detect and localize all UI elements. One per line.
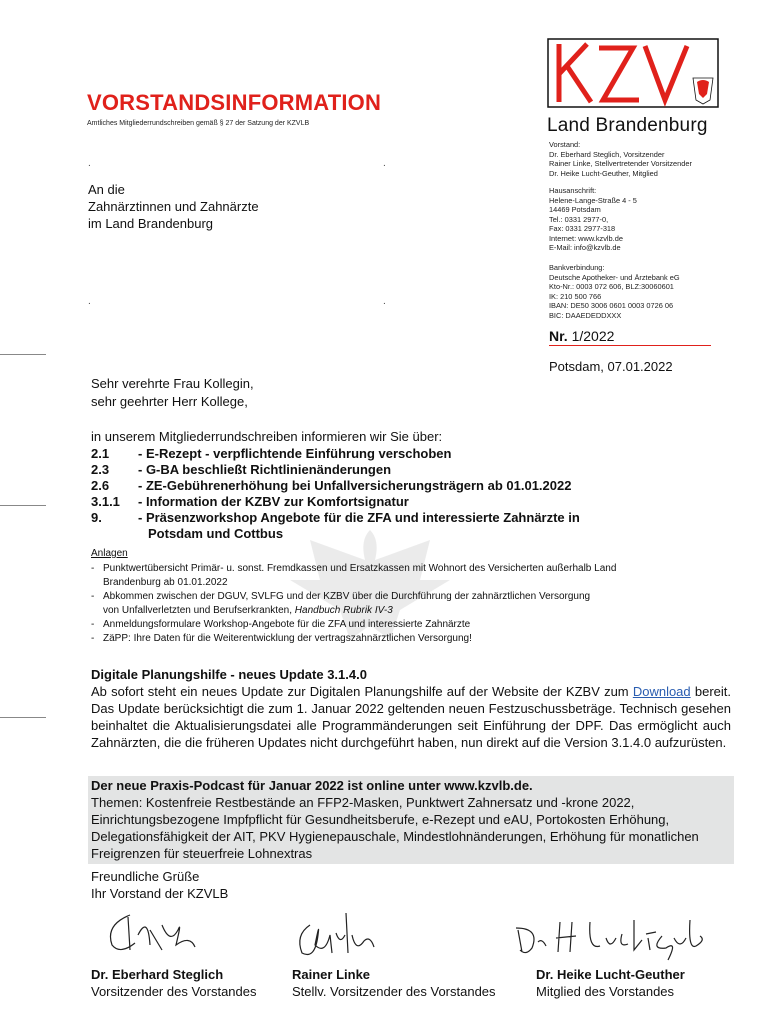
digital-text <box>91 683 731 751</box>
house-line: 14469 Potsdam <box>549 205 601 214</box>
attachment-item <box>91 618 721 632</box>
address-line: Zahnärztinnen und Zahnärzte <box>88 199 259 214</box>
topic-item <box>91 510 711 526</box>
attachment-text-cont <box>103 604 721 618</box>
topic-number: 9. <box>91 510 102 525</box>
eagle-icon <box>693 78 713 104</box>
closing-line: Freundliche Grüße <box>91 869 200 884</box>
podcast-heading: Der neue Praxis-Podcast für Januar 2022 ist online unter www.kzvlb.de. <box>91 778 533 793</box>
topic-text: - E-Rezept - verpflichtende Einführung verschoben <box>138 446 452 461</box>
intro-text: in unserem Mitgliederrundschreiben informieren wir Sie über: <box>91 429 443 444</box>
fold-mark <box>0 717 46 718</box>
subtitle: Amtliches Mitgliederrundschreiben gemäß § 27 der Satzung der KZVLB <box>87 120 310 127</box>
letter-date: Potsdam, 07.01.2022 <box>549 359 673 374</box>
topic-item <box>91 446 711 462</box>
fold-dot: . <box>383 158 386 169</box>
bank-line: IBAN: DE50 3006 0601 0003 0726 06 <box>549 301 674 310</box>
house-line: Internet: www.kzvlb.de <box>549 233 623 243</box>
board-line: Dr. Heike Lucht-Geuther, Mitglied <box>549 168 658 178</box>
signatory-name: Dr. Eberhard Steglich <box>91 967 224 982</box>
signatory <box>536 966 685 1000</box>
fold-dot: . <box>88 296 91 307</box>
attachment-text: - Abkommen zwischen der DGUV, SVLFG und der KZBV über die Durchführung der zahnärztlichen Versorgung <box>103 591 591 602</box>
house-heading: Hausanschrift: <box>549 186 597 195</box>
topic-list <box>91 446 711 542</box>
issue-number-value: 1/2022 <box>571 328 615 344</box>
house-line: E-Mail: info@kzvlb.de <box>549 243 621 252</box>
digital-text-before: Ab sofort steht ein neues Update zur Digitalen Planungshilfe auf der Website der KZBV zum <box>91 684 633 699</box>
topic-item <box>91 494 711 510</box>
address-line: im Land Brandenburg <box>88 216 214 231</box>
address-line: An die <box>88 182 125 197</box>
signatory-role: Vorsitzender des Vorstandes <box>91 984 257 999</box>
attachment-item <box>91 590 721 618</box>
closing <box>91 868 228 902</box>
house-line: Tel.: 0331 2977-0, <box>549 214 609 224</box>
divider <box>549 345 711 346</box>
salutation <box>91 375 254 411</box>
page-title: VORSTANDSINFORMATION <box>87 90 382 115</box>
house-line: Helene-Lange-Straße 4 - 5 <box>549 195 637 205</box>
logo-region: Land Brandenburg <box>547 115 708 136</box>
attachment-list <box>91 562 721 646</box>
signature-lucht-geuther <box>510 910 710 965</box>
signatory <box>292 966 496 1000</box>
kzv-logo <box>547 38 719 138</box>
kzv-logo-mark <box>547 38 719 108</box>
signature-linke <box>290 905 380 965</box>
salutation-line: Sehr verehrte Frau Kollegin, <box>91 376 254 391</box>
topic-number: 3.1.1 <box>91 494 120 509</box>
bank-heading: Bankverbindung: <box>549 263 605 272</box>
topic-continuation: Potsdam und Cottbus <box>148 526 284 541</box>
board-info <box>549 140 692 178</box>
topic-text: - Präsenzworkshop Angebote für die ZFA und interessierte Zahnärzte in <box>138 510 580 525</box>
salutation-line: sehr geehrter Herr Kollege, <box>91 394 248 409</box>
fold-mark <box>0 505 46 506</box>
attachment-text-cont: Brandenburg ab 01.01.2022 <box>103 577 228 588</box>
digital-heading: Digitale Planungshilfe - neues Update 3.1.4.0 <box>91 667 367 682</box>
bank-line: Kto-Nr.: 0003 072 606, BLZ:30060601 <box>549 282 674 291</box>
podcast-section <box>91 777 731 862</box>
attachment-reference: Handbuch Rubrik IV-3 <box>294 605 393 616</box>
bank-line: Deutsche Apotheker- und Ärztebank eG <box>549 272 680 282</box>
closing-line: Ihr Vorstand der KZVLB <box>91 886 229 901</box>
attachments-heading: Anlagen <box>91 548 128 559</box>
topic-text: - ZE-Gebührenerhöhung bei Unfallversicherungsträgern ab 01.01.2022 <box>138 478 572 493</box>
podcast-text: Themen: Kostenfreie Restbestände an FFP2-Masken, Punktwert Zahnersatz und -krone 2022, Einrichtungsbezogene Impfpflicht für Gesundheitsberufe, e-Rezept und eAU, Portokosten Erhöhung, Delegationsfähigkeit der AIT, PKV Hygienepauschale, Mindestlohnänderungen, Erhöhung für monatlichen Freigrenzen für steuerfreie Lohnextras <box>91 795 699 861</box>
board-line: Dr. Eberhard Steglich, Vorsitzender <box>549 149 665 159</box>
house-address <box>549 186 637 253</box>
digital-text-after: bereit. Das Update berücksichtigt die zum 1. Januar 2022 geltenden neuen Festzuschussbeträge. Technisch gesehen beinhaltet die Aktualisierungsdatei alle Programmänderungen seit Einführung der DPF. Das ermöglicht auch Zahnärzten, die die früheren Updates nicht durchgeführt haben, nun direkt auf die Version 3.1.4.0 aufzurüsten. <box>91 684 731 750</box>
topic-item <box>91 462 711 478</box>
attachment-text-cont-main: von Unfallverletzten und Berufserkrankten, <box>103 605 295 616</box>
signatory-role: Mitglied des Vorstandes <box>536 984 675 999</box>
issue-number-label: Nr. <box>549 328 568 344</box>
attachment-item <box>91 632 721 646</box>
topic-number: 2.3 <box>91 462 110 477</box>
bank-line: IK: 210 500 766 <box>549 291 602 301</box>
download-link[interactable]: Download <box>632 684 691 699</box>
signatory-role: Stellv. Vorsitzender des Vorstandes <box>292 984 496 999</box>
topic-text: - Information der KZBV zur Komfortsignatur <box>138 494 409 509</box>
fold-dot: . <box>383 296 386 307</box>
digital-section <box>91 666 731 751</box>
topic-item <box>91 526 711 542</box>
topic-number: 2.6 <box>91 478 110 493</box>
attachment-text: - Punktwertübersicht Primär- u. sonst. Fremdkassen und Ersatzkassen mit Wohnort des Versicherten außerhalb Land <box>103 563 617 574</box>
topic-text: - G-BA beschließt Richtlinienänderungen <box>138 462 392 477</box>
house-line: Fax: 0331 2977-318 <box>549 224 616 233</box>
issue-number <box>549 328 614 344</box>
attachment-text: - ZäPP: Ihre Daten für die Weiterentwicklung der vertragszahnärztlichen Versorgung! <box>103 633 472 644</box>
fold-dot: . <box>88 158 91 169</box>
topic-item <box>91 478 711 494</box>
fold-mark <box>0 354 46 355</box>
bank-line: BIC: DAAEDEDDXXX <box>549 310 622 320</box>
signatory <box>91 966 257 1000</box>
signatory-name: Dr. Heike Lucht-Geuther <box>536 967 685 982</box>
signature-steglich <box>100 905 210 965</box>
attachment-item <box>91 562 721 590</box>
board-line: Rainer Linke, Stellvertretender Vorsitzender <box>549 159 692 168</box>
bank-info <box>549 263 680 320</box>
board-heading: Vorstand: <box>549 140 581 149</box>
signatory-name: Rainer Linke <box>292 967 371 982</box>
attachment-text: - Anmeldungsformulare Workshop-Angebote für die ZFA und interessierte Zahnärzte <box>103 619 471 630</box>
recipient-address <box>88 181 259 232</box>
topic-number: 2.1 <box>91 446 110 461</box>
